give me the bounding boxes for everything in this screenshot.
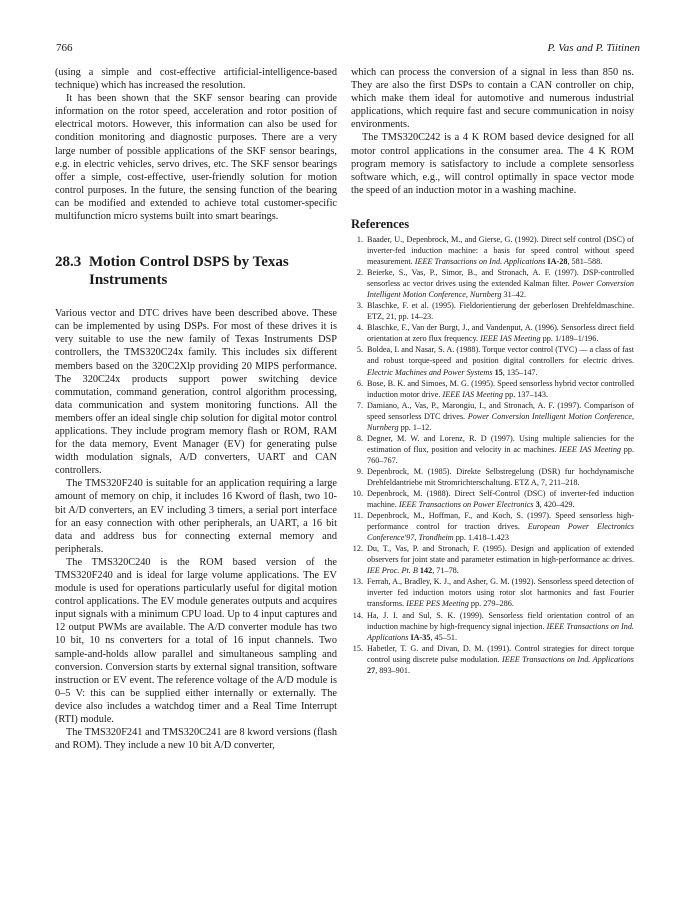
reference-number: 4.	[356, 323, 363, 333]
reference-text: Degner, M. W. and Lorenz, R. D (1997). Using multiple saliencies for the estimation of flux, position and velocity in ac machines.	[367, 433, 634, 454]
references-heading: References	[351, 216, 410, 231]
section-title: Motion Control DSPS by Texas Instruments	[89, 254, 289, 289]
paragraph: It has been shown that the SKF sensor bearing can provide information on the rotor speed, acceleration and rotor position of electrical motors. However, this information can also be used for condition monitoring and diagnostic purposes. There are a very large number of possible applications of the SKF sensor bearings, e.g. in electric vehicles, servo drives, etc. The SKF sensor bearings offer a simple, cost-effective, user-friendly solution for motion control purposes. In the future, the sensing function of the bearing can be modified and extended to achieve total customer-specific multifunction micro systems built into smart bearings.	[55, 93, 337, 223]
reference-text: Depenbrock, M., Hoffman, F., and Koch, S. (1997). Speed sensorless high-performance control for traction drives.	[367, 511, 634, 532]
reference-number: 15.	[352, 643, 363, 653]
left-column	[55, 66, 337, 752]
reference-pages: , 45–51.	[430, 632, 458, 642]
reference-item	[351, 378, 634, 400]
reference-venue: IEEE Transactions on Power Electronics	[398, 500, 534, 510]
paragraph: The TMS320C240 is the ROM based version of the TMS320F240 and is ideal for large volume applications. The EV module is used for operations particularly useful for digital motion control applications. The EV module generates outputs and acquires input signals with a minimum CPU load. Up to 4 input captures and 12 output PWMs are available. The A/D converter module has two 10 bit, 10 ns converters for a total of 16 input channels. Two sample-and-holds allow parallel and simultaneous sampling and conversion. Conversion starts by external signal transition, software instruction or EV event. The reference voltage of the A/D module is 0–5 V: this can be supplied either internally or externally. The device also includes a watchdog timer and a Real Time Interrupt (RTI) module.	[55, 556, 337, 726]
reference-number: 6.	[356, 378, 363, 388]
reference-item	[351, 488, 634, 510]
paragraph: The TMS320F241 and TMS320C241 are 8 kword versions (flash and ROM). They include a new 10 bit A/D converter,	[55, 727, 337, 752]
reference-number: 5.	[356, 345, 363, 355]
reference-pages: , 135–147.	[502, 367, 538, 377]
reference-number: 8.	[356, 433, 363, 443]
reference-pages: pp. 760–767.	[367, 444, 635, 465]
section-heading	[55, 253, 337, 289]
paragraph: The TMS320C242 is a 4 K ROM based device designed for all motor control applications in the consumer area. The 4 K ROM program memory is satisfactory to include a complete sensorless software which, e.g., will control optimally in space vector mode the speed of an induction motor in a washing machine.	[351, 132, 634, 196]
reference-pages: pp. 137–143.	[502, 389, 549, 399]
reference-venue: IEEE Transactions on Ind. Applications	[501, 654, 634, 664]
reference-text: Blaschke, F. et al. (1995). Fieldorientierung der geberlosen Drehfeldmaschine. ETZ, 21, pp. 14–23.	[367, 301, 634, 322]
reference-pages: pp. 1.418–1.423	[453, 533, 509, 543]
reference-volume: 27	[367, 665, 376, 675]
reference-venue: Power Conversion Intelligent Motion Conference, Nurnberg	[367, 279, 634, 300]
reference-text: Ferrah, A., Bradley, K. J., and Asher, G. M. (1992). Sensorless speed detection of inverter fed induction motors using rotor slot harmonics and fast Fourier transforms.	[367, 577, 634, 609]
reference-list	[351, 234, 634, 676]
reference-volume: 3	[533, 500, 540, 510]
reference-text: Baader, U., Depenbrock, M., and Gierse, G. (1992). Direct self control (DSC) of inverter-fed induction machine: a basis for speed control without speed measurement.	[367, 234, 634, 267]
reference-pages: , 581–588.	[567, 257, 603, 267]
reference-item	[351, 322, 634, 344]
reference-number: 14.	[352, 610, 363, 620]
reference-number: 12.	[352, 544, 363, 554]
reference-venue: IEEE IAS Meeting	[442, 389, 503, 399]
reference-text: Bose, B. K. and Simoes, M. G. (1995). Speed sensorless hybrid vector controlled induction motor drive.	[367, 378, 634, 399]
reference-number: 3.	[356, 301, 363, 311]
reference-venue: Electric Machines and Power Systems	[367, 367, 493, 377]
reference-item	[351, 344, 634, 377]
reference-venue: IEEE PES Meeting	[406, 599, 469, 609]
reference-venue: IEEE IAS Meeting	[559, 444, 622, 454]
reference-volume: 142	[417, 566, 433, 576]
paragraph: Various vector and DTC drives have been described above. These can be implemented by using DSPs. For most of these drives it is very suitable to use the new family of Texas Instruments DSP controllers, the TMS320C24x family. This includes six different members based on the 320C2Xlp providing 20 MIPS performance. The 320C24x products support power switching device commutation, command generation, control algorithm processing, data communication and system monitoring functions. All the members offer an ideal single chip solution for digital motor control applications. They include program memory flash or ROM, RAM for the data memory, Event Manager (EV) for generating pulse width modulation signals, A/D converters, UART and CAN controllers.	[55, 308, 337, 477]
reference-item	[351, 400, 634, 433]
reference-venue: IEEE IAS Meeting	[480, 334, 541, 344]
reference-venue: IEEE Transactions on Ind. Applications	[367, 621, 634, 642]
reference-number: 9.	[356, 466, 363, 476]
reference-venue: Power Conversion Intelligent Motion Conference, Nurnberg	[367, 411, 634, 432]
reference-item	[351, 234, 634, 267]
reference-item	[351, 433, 634, 466]
reference-text: Ha, J. I. and Sul, S. K. (1999). Sensorless field orientation control of an induction machine by high-frequency signal injection.	[367, 610, 634, 631]
reference-venue: European Power Electronics Conference'97, Trondheim	[367, 522, 634, 543]
reference-pages: , 420–429.	[539, 500, 575, 510]
running-header	[56, 42, 640, 58]
reference-item	[351, 643, 634, 676]
reference-item	[351, 300, 634, 322]
reference-number: 11.	[353, 511, 363, 521]
reference-venue: IEEE Transactions on Ind. Applications	[414, 257, 546, 267]
reference-text: Boldea, I. and Nasar, S. A. (1988). Torque vector control (TVC) — a class of fast and robust torque-speed and position digital controllers for electric drives.	[367, 345, 634, 366]
reference-item	[351, 267, 634, 300]
reference-text: Depenbrock, M. (1985). Direkte Selbstregelung (DSR) fur hochdynamische Drehfeldantriebe mit Stromrichterschaltung. ETZ A, 7, 211–218.	[367, 466, 634, 487]
reference-item	[351, 466, 634, 488]
paragraph: which can process the conversion of a signal in less than 850 ns. They are also the first DSPs to contain a CAN controller on chip, which make them ideal for automotive and numerous industrial applications, which require fast and secure communication in noisy environments.	[351, 67, 634, 131]
reference-volume: 15	[492, 367, 503, 377]
reference-pages: , 71–78.	[432, 566, 459, 576]
paragraph: The TMS320F240 is suitable for an application requiring a large amount of memory on chip, it includes 16 Kword of flash, two 10-bit A/D converters, an EV including 3 timers, a serial port interface for an easy connection with other peripherals, an UART, a 16 bit data and address bus for connecting external memory and peripherals.	[55, 478, 337, 555]
reference-item	[351, 610, 634, 643]
reference-number: 1.	[356, 234, 363, 244]
reference-text: Damiano, A., Vas, P., Marongiu, I., and Stronach, A. F. (1997). Comparison of speed sensorless DTC drives.	[367, 400, 634, 421]
reference-text: Depenbrock, M. (1988). Direct Self-Control (DSC) of inverter-fed induction machine.	[367, 489, 634, 510]
page-number: 766	[56, 42, 73, 54]
section-number: 28.3	[55, 254, 82, 271]
reference-pages: pp. 1/189–1/196.	[540, 334, 599, 344]
reference-text: Habetler, T. G. and Divan, D. M. (1991). Control strategies for direct torque control using discrete pulse modulation.	[367, 643, 634, 664]
reference-volume: IA-28	[545, 257, 568, 267]
reference-pages: pp. 1–12.	[398, 422, 432, 432]
reference-number: 10.	[352, 489, 363, 499]
reference-item	[351, 543, 634, 576]
reference-number: 7.	[356, 400, 363, 410]
reference-volume: IA-35	[408, 632, 431, 642]
paragraph: (using a simple and cost-effective artificial-intelligence-based technique) which has increased the resolution.	[55, 67, 337, 92]
reference-venue: IEE Proc. Pt. B	[367, 566, 418, 576]
reference-item	[351, 576, 634, 609]
reference-pages: , 893–901.	[375, 665, 410, 675]
reference-number: 2.	[356, 268, 363, 278]
reference-text: Beierke, S., Vas, P., Simor, B., and Stronach, A. F. (1997). DSP-controlled sensorless ac vector drives using the extended Kalman filter.	[367, 268, 634, 289]
reference-item	[351, 510, 634, 543]
reference-number: 13.	[352, 577, 363, 587]
running-authors: P. Vas and P. Tiitinen	[547, 42, 640, 54]
reference-text: Du, T., Vas, P. and Stronach, F. (1995). Design and application of extended observers for joint state and parameter estimation in high-performance ac drives.	[367, 544, 634, 565]
reference-pages: 31–42.	[501, 290, 527, 300]
right-column	[351, 66, 634, 676]
reference-pages: pp. 279–286.	[468, 599, 514, 609]
reference-text: Blaschke, F., Van der Burgt, J., and Vandenput, A. (1996). Sensorless direct field orientation at zero flux frequency.	[367, 323, 634, 344]
